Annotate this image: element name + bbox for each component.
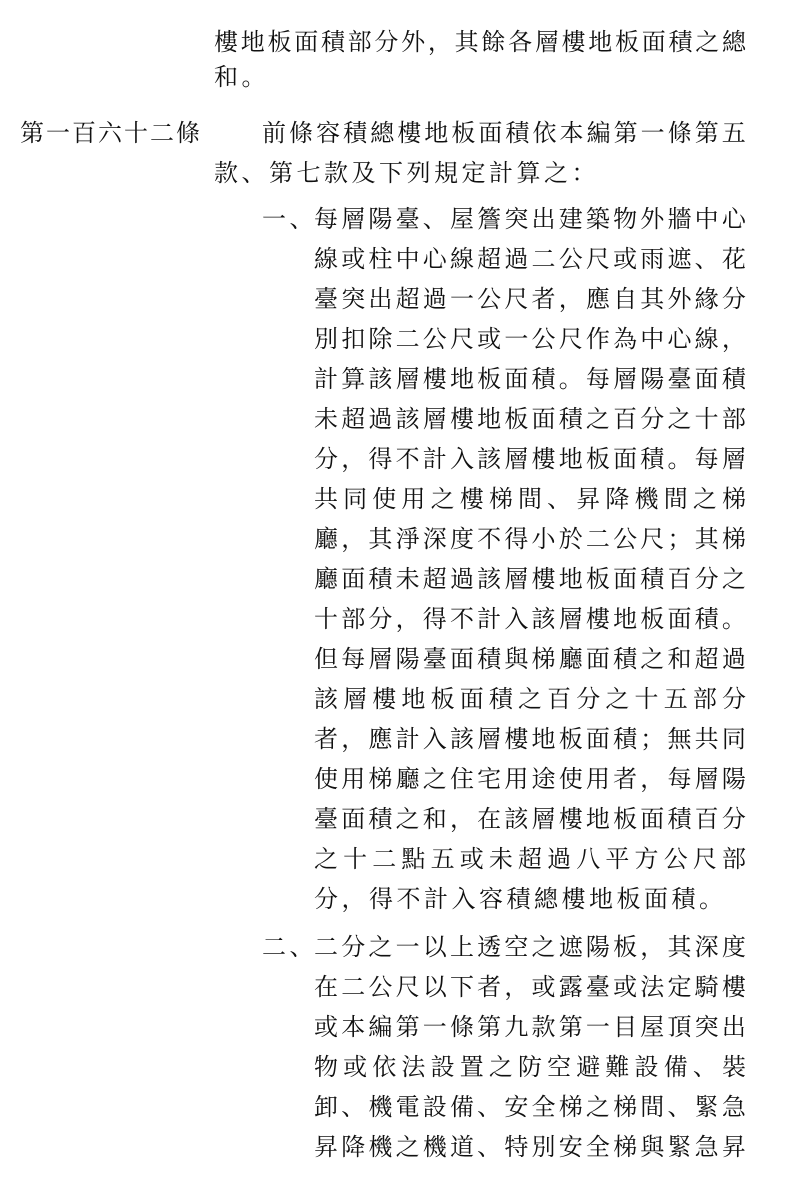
item-1-line: 計 算 該 層 樓 地 板 面 積 。 每 層 陽 臺 面 積 bbox=[314, 365, 746, 393]
continuation-line-1: 樓 地 板 面 積 部 分 外 ， 其 餘 各 層 樓 地 板 面 積 之 總 bbox=[214, 28, 746, 56]
item-1-line: 該 層 樓 地 板 面 積 之 百 分 之 十 五 部 分 bbox=[314, 685, 746, 713]
item-2-line: 或 本 編 第 一 條 第 九 款 第 一 目 屋 頂 突 出 bbox=[314, 1013, 746, 1041]
item-2-line: 物 或 依 法 設 置 之 防 空 避 難 設 備 、 裝 bbox=[314, 1053, 746, 1081]
article-intro-line-2: 款、第七款及下列規定計算之： bbox=[214, 159, 599, 187]
item-2-line: 在 二 公 尺 以 下 者 ， 或 露 臺 或 法 定 騎 樓 bbox=[314, 973, 746, 1001]
item-1-line: 但 每 層 陽 臺 面 積 與 梯 廳 面 積 之 和 超 過 bbox=[314, 645, 746, 673]
item-1-line: 臺 突 出 超 過 一 公 尺 者 ， 應 自 其 外 緣 分 bbox=[314, 285, 746, 313]
item-2-marker: 二、 bbox=[262, 933, 317, 961]
item-1-line: 十 部 分 ， 得 不 計 入 該 層 樓 地 板 面 積 。 bbox=[314, 605, 746, 633]
item-1-line: 分 ， 得 不 計 入 該 層 樓 地 板 面 積 。 每 層 bbox=[314, 445, 746, 473]
item-1-line: 廳 面 積 未 超 過 該 層 樓 地 板 面 積 百 分 之 bbox=[314, 565, 746, 593]
item-1-line: 臺 面 積 之 和 ， 在 該 層 樓 地 板 面 積 百 分 bbox=[314, 805, 746, 833]
item-2-line: 二 分 之 一 以 上 透 空 之 遮 陽 板 ， 其 深 度 bbox=[314, 933, 746, 961]
item-1-line: 每 層 陽 臺 、 屋 簷 突 出 建 築 物 外 牆 中 心 bbox=[314, 205, 746, 233]
item-1-line: 者 ， 應 計 入 該 層 樓 地 板 面 積 ； 無 共 同 bbox=[314, 725, 746, 753]
article-number: 第一百六十二條 bbox=[20, 119, 202, 147]
item-1-line: 使 用 梯 廳 之 住 宅 用 途 使 用 者 ， 每 層 陽 bbox=[314, 765, 746, 793]
item-1-line: 廳 ， 其 淨 深 度 不 得 小 於 二 公 尺 ； 其 梯 bbox=[314, 525, 746, 553]
item-2-line: 昇 降 機 之 機 道 、 特 別 安 全 梯 與 緊 急 昇 bbox=[314, 1133, 746, 1161]
item-1-line: 之 十 二 點 五 或 未 超 過 八 平 方 公 尺 部 bbox=[314, 845, 746, 873]
item-1-line: 共 同 使 用 之 樓 梯 間 、 昇 降 機 間 之 梯 bbox=[314, 485, 746, 513]
article-intro-line-1: 前 條 容 積 總 樓 地 板 面 積 依 本 編 第 一 條 第 五 bbox=[262, 119, 746, 147]
item-1-line: 線 或 柱 中 心 線 超 過 二 公 尺 或 雨 遮 、 花 bbox=[314, 245, 746, 273]
item-1-line: 分，得不計入容積總樓地板面積。 bbox=[314, 885, 727, 913]
item-1-line: 未 超 過 該 層 樓 地 板 面 積 之 百 分 之 十 部 bbox=[314, 405, 746, 433]
item-2-line: 卸 、 機 電 設 備 、 安 全 梯 之 梯 間 、 緊 急 bbox=[314, 1093, 746, 1121]
item-1-marker: 一、 bbox=[262, 205, 317, 233]
continuation-line-2: 和。 bbox=[214, 63, 269, 91]
item-1-line: 別 扣 除 二 公 尺 或 一 公 尺 作 為 中 心 線 ， bbox=[314, 325, 746, 353]
